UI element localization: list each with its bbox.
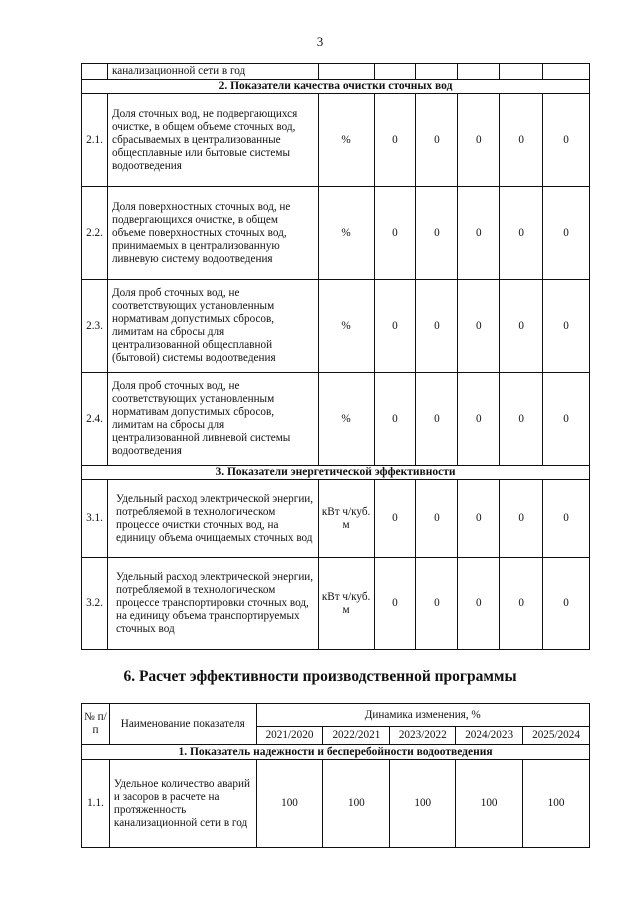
table-header-row bbox=[82, 704, 590, 727]
efficiency-table bbox=[81, 703, 590, 848]
row-name: канализационной сети в год bbox=[107, 64, 318, 80]
year-header: 2024/2023 bbox=[456, 727, 523, 745]
section-header: 2. Показатели качества очистки сточных вод bbox=[82, 80, 590, 94]
table-row bbox=[82, 64, 590, 80]
year-header: 2023/2022 bbox=[390, 727, 456, 745]
col-name-header: Наименование показателя bbox=[109, 704, 256, 745]
section-header: 1. Показатель надежности и бесперебойности водоотведения bbox=[82, 745, 590, 760]
dynamics-header: Динамика изменения, % bbox=[256, 704, 589, 727]
table-row: 1.1. Удельное количество аварий и засоров в расчете на протяженность канализационной сети в год 100 100 100 100 100 bbox=[82, 760, 590, 848]
table-row: 3.2. Удельный расход электрической энергии, потребляемой в технологическом процессе транспортировки сточных вод, на единицу объема транспортируемых сточных вод кВт ч/куб. м 0 0 0 0 0 bbox=[82, 558, 590, 650]
col-num-header: № п/п bbox=[82, 704, 110, 745]
section-header: 3. Показатели энергетической эффективности bbox=[82, 466, 590, 480]
year-header: 2025/2024 bbox=[523, 727, 590, 745]
section-6-title: 6. Расчет эффективности производственной программы bbox=[123, 668, 517, 685]
table-row: 3.1. Удельный расход электрической энергии, потребляемой в технологическом процессе очистки сточных вод, на единицу объема очищаемых сточных вод кВт ч/куб. м 0 0 0 0 0 bbox=[82, 480, 590, 558]
table-row: 2.4. Доля проб сточных вод, не соответствующих установленным нормативам допустимых сбросов, лимитам на сбросы для централизованной ливневой системы водоотведения % 0 0 0 0 0 bbox=[82, 373, 590, 466]
page-number: 3 bbox=[316, 34, 324, 49]
table-row: 2.2. Доля поверхностных сточных вод, не подвергающихся очистке, в общем объеме поверхностных сточных вод, принимаемых в централизованную ливневую систему водоотведения % 0 0 0 0 0 bbox=[82, 187, 590, 280]
table-row: 2.1. Доля сточных вод, не подвергающихся очистке, в общем объеме сточных вод, сбрасываемых в централизованные общесплавные или бытовые системы водоотведения % 0 0 0 0 0 bbox=[82, 94, 590, 187]
year-header: 2022/2021 bbox=[323, 727, 390, 745]
year-header: 2021/2020 bbox=[256, 727, 323, 745]
quality-indicators-table bbox=[81, 63, 590, 650]
table-row: 2.3. Доля проб сточных вод, не соответствующих установленным нормативам допустимых сбросов, лимитам на сбросы для централизованной общесплавной (бытовой) системы водоотведения % 0 0 0 0 0 bbox=[82, 280, 590, 373]
